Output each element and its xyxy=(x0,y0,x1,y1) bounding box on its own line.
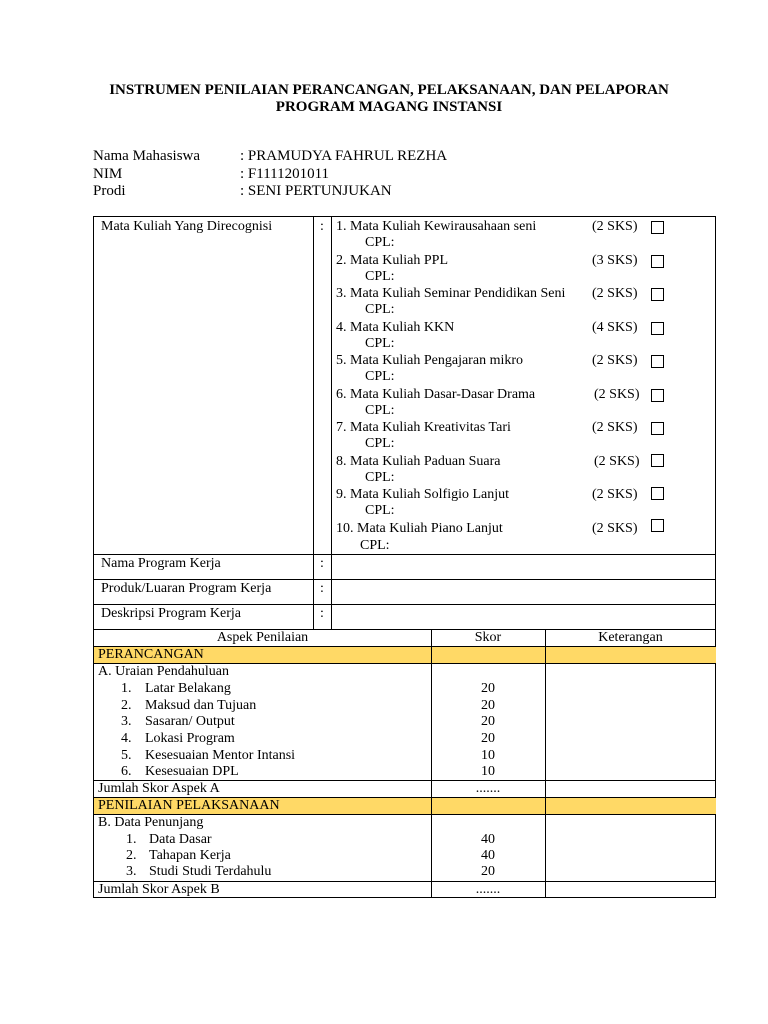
section-b-subtitle: B. Data Penunjang xyxy=(98,815,204,830)
title-line-2: PROGRAM MAGANG INSTANSI xyxy=(275,99,503,115)
course-cpl: CPL: xyxy=(365,369,395,384)
recognition-colon: : xyxy=(320,219,324,234)
section-b-title: PENILAIAN PELAKSANAAN xyxy=(98,798,280,813)
course-cpl: CPL: xyxy=(365,336,395,351)
course-cpl: CPL: xyxy=(360,538,390,553)
item-label: Tahapan Kerja xyxy=(149,848,231,863)
course-cpl: CPL: xyxy=(365,403,395,418)
item-score: 20 xyxy=(481,714,495,729)
item-score: 20 xyxy=(481,864,495,879)
course-sks: (2 SKS) xyxy=(592,521,638,536)
course-sks: (2 SKS) xyxy=(592,219,638,234)
item-number: 1. xyxy=(126,832,137,847)
course-checkbox[interactable] xyxy=(651,255,664,268)
student-prodi-value: : SENI PERTUNJUKAN xyxy=(240,183,392,199)
course-name: 7. Mata Kuliah Kreativitas Tari xyxy=(336,420,511,435)
divider-label-colon xyxy=(313,217,314,629)
course-name: 2. Mata Kuliah PPL xyxy=(336,253,448,268)
student-name-label: Nama Mahasiswa xyxy=(93,148,201,164)
item-label: Kesesuaian Mentor Intansi xyxy=(145,748,296,763)
course-checkbox[interactable] xyxy=(651,454,664,467)
course-cpl: CPL: xyxy=(365,470,395,485)
section-a-subtitle: A. Uraian Pendahuluan xyxy=(98,664,230,679)
item-label: Lokasi Program xyxy=(145,731,235,746)
course-name: 1. Mata Kuliah Kewirausahaan seni xyxy=(336,219,537,234)
course-name: 5. Mata Kuliah Pengajaran mikro xyxy=(336,353,524,368)
course-cpl: CPL: xyxy=(365,269,395,284)
header-keterangan: Keterangan xyxy=(598,630,663,645)
item-number: 2. xyxy=(126,848,137,863)
divider-skor-keterangan xyxy=(545,629,546,898)
course-name: 6. Mata Kuliah Dasar-Dasar Drama xyxy=(336,387,536,402)
course-checkbox[interactable] xyxy=(651,322,664,335)
course-name: 8. Mata Kuliah Paduan Suara xyxy=(336,454,501,469)
item-label: Sasaran/ Output xyxy=(145,714,235,729)
course-name: 9. Mata Kuliah Solfigio Lanjut xyxy=(336,487,510,502)
student-prodi-label: Prodi xyxy=(93,183,126,199)
course-name: 4. Mata Kuliah KKN xyxy=(336,320,455,335)
program-description-label: Deskripsi Program Kerja xyxy=(101,606,241,621)
section-a-title: PERANCANGAN xyxy=(98,647,204,662)
item-number: 6. xyxy=(121,764,132,779)
header-aspek: Aspek Penilaian xyxy=(216,630,309,645)
course-sks: (2 SKS) xyxy=(592,420,638,435)
program-name-label: Nama Program Kerja xyxy=(101,556,221,571)
course-checkbox[interactable] xyxy=(651,487,664,500)
course-name: 3. Mata Kuliah Seminar Pendidikan Seni xyxy=(336,286,566,301)
total-a-value: ....... xyxy=(475,781,501,796)
course-name: 10. Mata Kuliah Piano Lanjut xyxy=(336,521,503,536)
total-a-label: Jumlah Skor Aspek A xyxy=(98,781,220,796)
item-score: 20 xyxy=(481,731,495,746)
course-cpl: CPL: xyxy=(365,503,395,518)
course-sks: (4 SKS) xyxy=(592,320,638,335)
divider-h1 xyxy=(94,554,716,555)
item-label: Data Dasar xyxy=(149,832,212,847)
course-checkbox[interactable] xyxy=(651,519,664,532)
divider-h2 xyxy=(94,579,716,580)
item-label: Maksud dan Tujuan xyxy=(145,698,257,713)
course-sks: (2 SKS) xyxy=(592,353,638,368)
course-cpl: CPL: xyxy=(365,436,395,451)
student-nim-label: NIM xyxy=(93,165,123,182)
course-sks: (2 SKS) xyxy=(592,286,638,301)
item-number: 4. xyxy=(121,731,132,746)
document-title xyxy=(60,82,718,116)
divider-colon-value xyxy=(331,217,332,629)
course-checkbox[interactable] xyxy=(651,389,664,402)
item-score: 20 xyxy=(481,681,495,696)
course-checkbox[interactable] xyxy=(651,221,664,234)
recognition-label: Mata Kuliah Yang Direcognisi xyxy=(101,219,273,234)
course-cpl: CPL: xyxy=(365,235,395,250)
course-checkbox[interactable] xyxy=(651,288,664,301)
assessment-table xyxy=(93,216,716,898)
course-sks: (2 SKS) xyxy=(592,487,638,502)
program-description-colon: : xyxy=(320,606,324,621)
item-label: Latar Belakang xyxy=(145,681,231,696)
course-sks: (2 SKS) xyxy=(594,454,640,469)
header-skor: Skor xyxy=(474,630,502,645)
item-number: 5. xyxy=(121,748,132,763)
course-sks: (3 SKS) xyxy=(592,253,638,268)
total-b-label: Jumlah Skor Aspek B xyxy=(98,882,220,897)
title-line-1: INSTRUMEN PENILAIAN PERANCANGAN, PELAKSANAAN, DAN PELAPORAN xyxy=(109,82,669,98)
item-number: 3. xyxy=(126,864,137,879)
item-label: Studi Studi Terdahulu xyxy=(149,864,272,879)
item-score: 10 xyxy=(481,764,495,779)
student-name-value: : PRAMUDYA FAHRUL REZHA xyxy=(240,148,448,164)
item-number: 1. xyxy=(121,681,132,696)
course-checkbox[interactable] xyxy=(651,422,664,435)
student-nim-value: : F1111201011 xyxy=(240,165,330,182)
course-cpl: CPL: xyxy=(365,302,395,317)
divider-h3 xyxy=(94,604,716,605)
item-score: 40 xyxy=(481,832,495,847)
item-score: 40 xyxy=(481,848,495,863)
program-name-colon: : xyxy=(320,556,324,571)
item-label: Kesesuaian DPL xyxy=(145,764,239,779)
item-number: 2. xyxy=(121,698,132,713)
course-checkbox[interactable] xyxy=(651,355,664,368)
item-score: 10 xyxy=(481,748,495,763)
course-sks: (2 SKS) xyxy=(594,387,640,402)
total-b-value: ....... xyxy=(475,882,501,897)
item-score: 20 xyxy=(481,698,495,713)
program-product-label: Produk/Luaran Program Kerja xyxy=(101,581,272,596)
program-product-colon: : xyxy=(320,581,324,596)
item-number: 3. xyxy=(121,714,132,729)
